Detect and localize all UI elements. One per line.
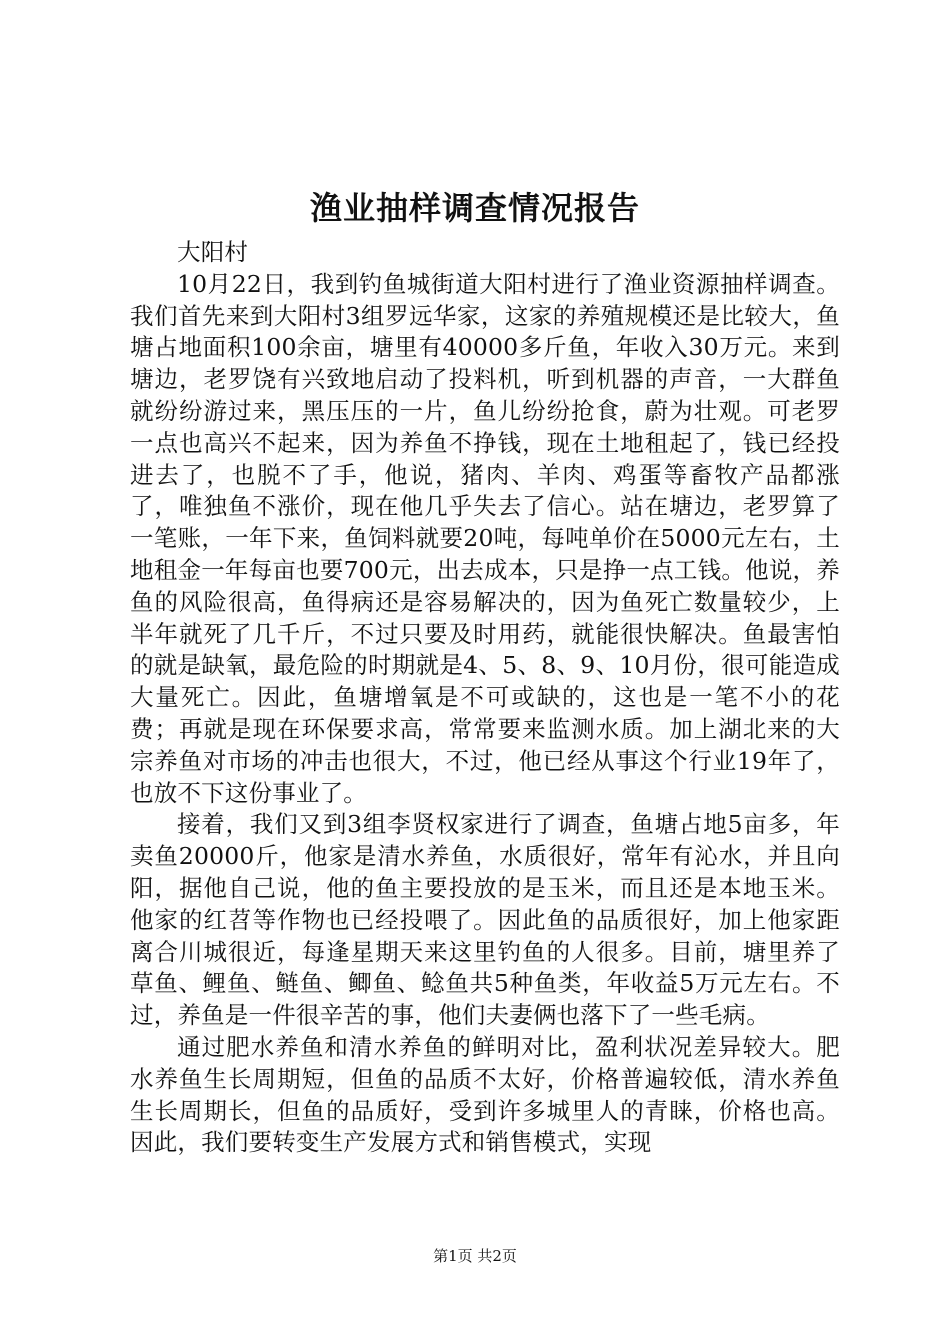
paragraph-luo-family: 10月22日，我到钓鱼城街道大阳村进行了渔业资源抽样调查。我们首先来到大阳村3组罗远华家，这家的养殖规模还是比较大，鱼塘占地面积100余亩，塘里有40000多斤鱼，年收入30万元。来到塘边，老罗饶有兴致地启动了投料机，听到机器的声音，一大群鱼就纷纷游过来，黑压压的一片，鱼儿纷纷抢食，蔚为壮观。可老罗一点也高兴不起来，因为养鱼不挣钱，现在土地租起了，钱已经投进去了，也脱不了手，他说，猪肉、羊肉、鸡蛋等畜牧产品都涨了，唯独鱼不涨价，现在他几乎失去了信心。站在塘边，老罗算了一笔账，一年下来，鱼饲料就要20吨，每吨单价在5000元左右，土地租金一年每亩也要700元，出去成本，只是挣一点工钱。他说，养鱼的风险很高，鱼得病还是容易解决的，因为鱼死亡数量较少，上半年就死了几千斤，不过只要及时用药，就能很快解决。鱼最害怕的就是缺氧，最危险的时期就是4、5、8、9、10月份，很可能造成大量死亡。因此，鱼塘增氧是不可或缺的，这也是一笔不小的花费；再就是现在环保要求高，常常要来监测水质。加上湖北来的大宗养鱼对市场的冲击也很大，不过，他已经从事这个行业19年了，也放不下这份事业了。 [130, 269, 840, 807]
document-title: 渔业抽样调查情况报告 [309, 189, 640, 227]
paragraph-village: 大阳村 [177, 238, 249, 266]
paragraph-comparison: 通过肥水养鱼和清水养鱼的鲜明对比，盈利状况差异较大。肥水养鱼生长周期短，但鱼的品质不太好，价格普遍较低，清水养鱼生长周期长，但鱼的品质好，受到许多城里人的青睐，价格也高。因此，我们要转变生产发展方式和销售模式，实现 [130, 1032, 840, 1157]
document-body [130, 237, 840, 1159]
page-indicator: 第1页 共2页 [433, 1247, 517, 1265]
paragraph-li-family: 接着，我们又到3组李贤权家进行了调查，鱼塘占地5亩多，年卖鱼20000斤，他家是清水养鱼，水质很好，常年有沁水，并且向阳，据他自己说，他的鱼主要投放的是玉米，而且还是本地玉米。他家的红苕等作物也已经投喂了。因此鱼的品质很好，加上他家距离合川城很近，每逢星期天来这里钓鱼的人很多。目前，塘里养了草鱼、鲤鱼、鲢鱼、鲫鱼、鲶鱼共5种鱼类，年收益5万元左右。不过，养鱼是一件很辛苦的事，他们夫妻俩也落下了一些毛病。 [130, 810, 840, 1030]
